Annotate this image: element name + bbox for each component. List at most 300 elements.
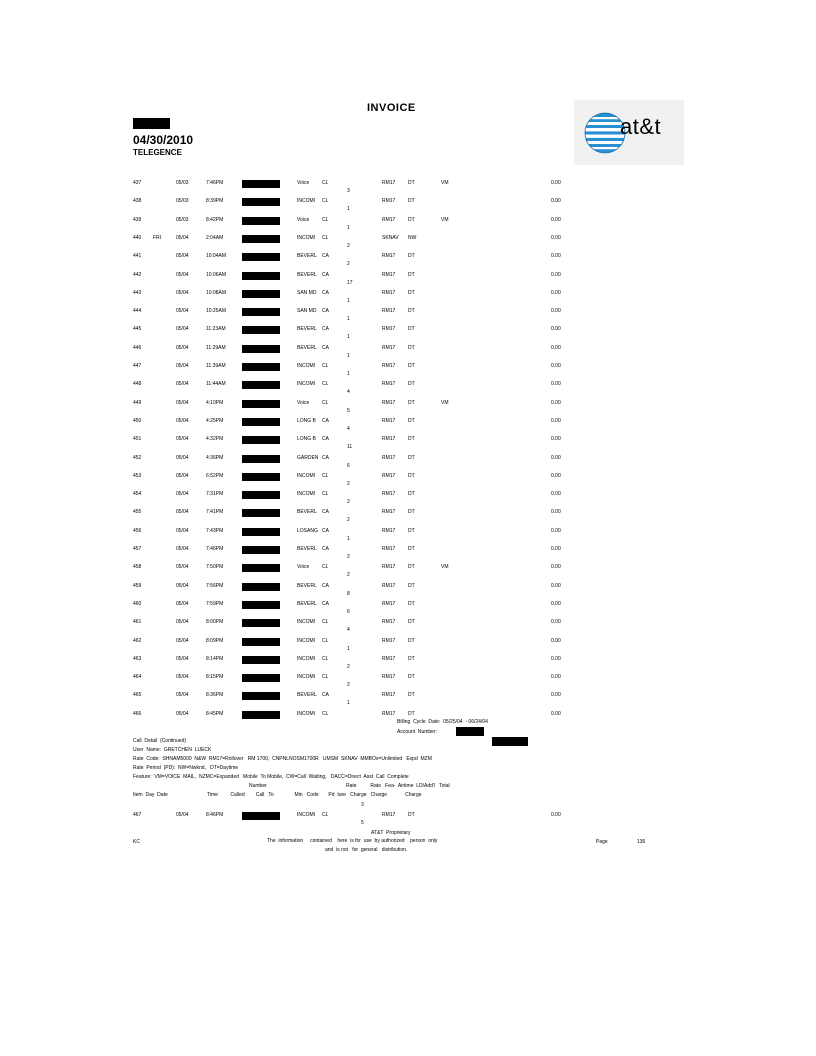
rate-code-line: Rate Code: SHNAM5000 N&W RM17=Rollover RM 1700, CNPNLNOSM1700R UMSM SKNAV MMBOx=Unlimited Expd MZM (133, 756, 432, 762)
cell-called: INCOMI (297, 619, 316, 626)
minutes-value: 8 (347, 590, 350, 597)
cell-charge: 0.00 (551, 271, 561, 278)
cell-code: RM17 (382, 655, 396, 662)
cell-charge: 0.00 (551, 216, 561, 223)
cell-time: 11:23AM (206, 326, 226, 333)
cell-time: 8:15PM (206, 674, 224, 681)
cell-period: DT (408, 417, 415, 424)
table-row (0, 656, 816, 666)
cell-period: DT (408, 564, 415, 571)
cell-time: 8:46PM (206, 812, 224, 818)
cell-date: 05/04 (176, 326, 189, 333)
redacted-number (242, 692, 280, 700)
table-row (0, 235, 816, 245)
cell-charge: 0.00 (551, 253, 561, 260)
cell-called: INCOMI (297, 363, 316, 369)
redacted-block (492, 737, 528, 746)
cell-code: RM17 (382, 582, 396, 589)
cell-code: RM17 (382, 198, 396, 205)
cell-called: INCOMI (297, 710, 316, 717)
cell-item: 446 (133, 344, 142, 351)
cell-item: 467 (133, 812, 142, 818)
table-row (0, 619, 816, 629)
cell-period: DT (408, 637, 415, 644)
cell-code: RM17 (382, 253, 396, 260)
cell-item: 453 (133, 472, 142, 479)
minutes-value: 1 (347, 206, 350, 213)
cell-date: 05/04 (176, 344, 189, 351)
redacted-number (242, 326, 280, 334)
table-row (0, 345, 816, 355)
table-row (0, 674, 816, 684)
cell-period: DT (408, 655, 415, 662)
minutes-value: 17 (347, 279, 353, 286)
cell-code: RM17 (382, 564, 396, 571)
cell-code: RM17 (382, 308, 396, 315)
cell-code: RM17 (382, 812, 396, 818)
cell-to: CA (322, 326, 329, 333)
cell-period: DT (408, 289, 415, 296)
cell-charge: 0.00 (551, 454, 561, 461)
column-header-rest: Time Called Call To Min Code Pd ture Charge Charge Charge (207, 792, 422, 798)
cell-date: 05/04 (176, 308, 189, 315)
cell-time: 7:50PM (206, 564, 224, 571)
redacted-number (242, 711, 280, 719)
cell-date: 05/03 (176, 198, 189, 205)
table-row (0, 363, 816, 373)
cell-date: 05/04 (176, 710, 189, 717)
cell-to: CL (322, 637, 329, 644)
cell-charge: 0.00 (551, 180, 561, 186)
table-row (0, 272, 816, 282)
cell-time: 8:42PM (206, 216, 224, 223)
cell-date: 05/04 (176, 546, 189, 552)
minutes-value: 6 (347, 462, 350, 469)
cell-charge: 0.00 (551, 619, 561, 626)
cell-item: 444 (133, 308, 142, 315)
cell-feature: VM (441, 564, 449, 571)
footer-kc: KC (133, 839, 140, 845)
minutes-value: 2 (347, 261, 350, 268)
redacted-number (242, 272, 280, 280)
cell-called: SAN MD (297, 308, 317, 315)
cell-period: DT (408, 710, 415, 717)
cell-date: 05/04 (176, 472, 189, 479)
cell-time: 7:43PM (206, 527, 224, 534)
cell-to: CA (322, 344, 329, 351)
cell-item: 461 (133, 619, 142, 626)
cell-to: CA (322, 417, 329, 424)
cell-called: LONG B (297, 436, 316, 443)
cell-date: 05/04 (176, 564, 189, 571)
cell-charge: 0.00 (551, 546, 561, 552)
cell-date: 05/04 (176, 399, 189, 406)
redacted-number (242, 638, 280, 646)
minutes-value: 1 (347, 371, 350, 377)
cell-to: CL (322, 381, 329, 388)
redacted-number (242, 290, 280, 298)
table-row (0, 180, 816, 190)
cell-code: RM17 (382, 692, 396, 699)
cell-date: 05/04 (176, 491, 189, 498)
cell-called: INCOMI (297, 198, 316, 205)
cell-item: 457 (133, 546, 142, 552)
cell-time: 8:14PM (206, 655, 224, 662)
cell-time: 7:46PM (206, 546, 224, 552)
cell-charge: 0.00 (551, 674, 561, 681)
cell-date: 05/04 (176, 381, 189, 388)
cell-called: INCOMI (297, 234, 316, 241)
cell-called: BEVERL (297, 326, 317, 333)
cell-date: 05/04 (176, 812, 189, 818)
redacted-number (242, 564, 280, 572)
column-header-row1: Number Rate Rate Fea- Airtime LD/Add'l Total (249, 783, 450, 789)
table-row (0, 455, 816, 465)
cell-charge: 0.00 (551, 234, 561, 241)
cell-time: 10:06AM (206, 271, 227, 278)
redacted-number (242, 235, 280, 243)
minutes-value: 1 (347, 352, 350, 359)
minutes-value: 2 (347, 517, 350, 524)
redacted-number (242, 381, 280, 389)
redacted-number (242, 601, 280, 609)
cell-period: DT (408, 180, 415, 186)
cell-period: DT (408, 344, 415, 351)
minutes-value: 2 (347, 242, 350, 249)
cell-item: 448 (133, 381, 142, 388)
cell-period: DT (408, 454, 415, 461)
user-name-line: User Name: GRETCHEN LUECK (133, 747, 212, 753)
cell-to: CL (322, 399, 329, 406)
cell-date: 05/04 (176, 692, 189, 699)
cell-item: 458 (133, 564, 142, 571)
table-row (0, 436, 816, 446)
cell-period: DT (408, 491, 415, 498)
cell-item: 449 (133, 399, 142, 406)
cell-to: CA (322, 692, 329, 699)
cell-called: BEVERL (297, 582, 317, 589)
cell-charge: 0.00 (551, 637, 561, 644)
cell-called: INCOMI (297, 812, 316, 818)
cell-to: CL (322, 363, 329, 369)
cell-to: CL (322, 710, 329, 717)
cell-period: DT (408, 436, 415, 443)
footer-confidential-line1: The information contained here is for use by authorized person only (267, 838, 438, 844)
footer-confidential-line2: and is not for general distribution. (325, 847, 408, 853)
redacted-number (242, 436, 280, 444)
redacted-number (242, 217, 280, 225)
table-row (0, 217, 816, 227)
cell-charge: 0.00 (551, 381, 561, 388)
cell-period: DT (408, 363, 415, 369)
cell-period: DT (408, 509, 415, 516)
cell-code: RM17 (382, 546, 396, 552)
cell-item: 452 (133, 454, 142, 461)
cell-feature: VM (441, 216, 449, 223)
feature-line: Feature: VM=VOICE MAIL, NZMC=Expanded Mobile To Mobile, CW=Call Waiting, DACC=Direct Asst Call Complete (133, 774, 409, 780)
cell-date: 05/04 (176, 509, 189, 516)
cell-item: 465 (133, 692, 142, 699)
minutes-value: 5 (347, 407, 350, 414)
cell-to: CL (322, 564, 329, 571)
cell-time: 4:32PM (206, 436, 224, 443)
minutes-value: 11 (347, 444, 353, 451)
invoice-date: 04/30/2010 (133, 133, 194, 147)
cell-code: RM17 (382, 326, 396, 333)
redacted-number (242, 455, 280, 463)
redacted-number (242, 418, 280, 426)
cell-period: DT (408, 472, 415, 479)
table-row (0, 528, 816, 538)
redacted-number (242, 400, 280, 408)
cell-code: RM17 (382, 381, 396, 388)
minutes-value: 1 (347, 316, 350, 323)
minutes-value: 2 (347, 682, 350, 689)
cell-code: SKNAV (382, 234, 399, 241)
cell-called: INCOMI (297, 491, 316, 498)
redacted-number (242, 656, 280, 664)
redacted-number (242, 674, 280, 682)
redacted-number (242, 546, 280, 554)
cell-period: DT (408, 582, 415, 589)
cell-to: CA (322, 308, 329, 315)
cell-charge: 0.00 (551, 710, 561, 717)
cell-time: 7:41PM (206, 509, 224, 516)
table-row (0, 253, 816, 263)
cell-called: SAN MD (297, 289, 317, 296)
redacted-number (242, 180, 280, 188)
cell-called: Voice (297, 216, 310, 223)
cell-time: 11:29AM (206, 344, 226, 351)
minutes-value: 4 (347, 389, 350, 396)
cell-charge: 0.00 (551, 436, 561, 443)
cell-item: 438 (133, 198, 142, 205)
redacted-number (242, 473, 280, 481)
cell-called: BEVERL (297, 271, 317, 278)
cell-period: DT (408, 308, 415, 315)
cell-to: CA (322, 527, 329, 534)
cell-charge: 0.00 (551, 509, 561, 516)
cell-called: INCOMI (297, 674, 316, 681)
cell-date: 05/04 (176, 454, 189, 461)
cell-item: 447 (133, 363, 142, 369)
table-row (0, 601, 816, 611)
cell-code: RM17 (382, 600, 396, 607)
cell-to: CA (322, 582, 329, 589)
table-row (0, 326, 816, 336)
cell-code: RM17 (382, 710, 396, 717)
cell-item: 443 (133, 289, 142, 296)
cell-time: 10:04AM (206, 253, 227, 260)
cell-time: 10:08AM (206, 289, 227, 296)
cell-called: INCOMI (297, 472, 316, 479)
cell-date: 05/03 (176, 216, 189, 223)
cell-item: 463 (133, 655, 142, 662)
cell-code: RM17 (382, 637, 396, 644)
cell-called: Voice (297, 399, 310, 406)
cell-to: CA (322, 271, 329, 278)
cell-called: Voice (297, 180, 310, 186)
footer-proprietary: AT&T Proprietary (371, 830, 411, 836)
cell-called: LOSANG (297, 527, 318, 534)
cell-code: RM17 (382, 399, 396, 406)
redacted-number (242, 253, 280, 261)
redacted-number (242, 812, 280, 820)
redacted-number (242, 308, 280, 316)
cell-called: INCOMI (297, 637, 316, 644)
cell-called: INCOMI (297, 381, 316, 388)
cell-date: 05/04 (176, 253, 189, 260)
cell-charge: 0.00 (551, 308, 561, 315)
redacted-number (242, 509, 280, 517)
cell-period: DT (408, 546, 415, 552)
cell-to: CL (322, 491, 329, 498)
minutes-value: 1 (347, 645, 350, 652)
column-header-item-day-date: Item Day Date (133, 792, 168, 798)
redacted-number (242, 528, 280, 536)
table-row (0, 564, 816, 574)
table-row (0, 546, 816, 556)
cell-code: RM17 (382, 472, 396, 479)
call-detail-heading: Call Detail (Continued) (133, 738, 187, 744)
cell-called: BEVERL (297, 344, 317, 351)
cell-to: CA (322, 253, 329, 260)
table-row (0, 812, 816, 822)
cell-time: 4:25PM (206, 417, 224, 424)
cell-charge: 0.00 (551, 564, 561, 571)
cell-called: BEVERL (297, 692, 317, 699)
cell-to: CL (322, 216, 329, 223)
minutes-value: 6 (347, 608, 350, 615)
table-row (0, 473, 816, 483)
cell-item: 456 (133, 527, 142, 534)
cell-time: 4:36PM (206, 454, 224, 461)
cell-item: 441 (133, 253, 142, 260)
cell-date: 05/04 (176, 527, 189, 534)
cell-period: DT (408, 216, 415, 223)
redacted-header-block (133, 118, 170, 129)
redacted-number (242, 583, 280, 591)
table-row (0, 692, 816, 702)
table-row (0, 491, 816, 501)
cell-called: LONG B (297, 417, 316, 424)
cell-charge: 0.00 (551, 417, 561, 424)
minutes-value: 3 (361, 802, 364, 808)
redacted-number (242, 619, 280, 627)
table-row (0, 583, 816, 593)
cell-item: 462 (133, 637, 142, 644)
company-name: TELEGENCE (133, 148, 182, 157)
cell-called: INCOMI (297, 655, 316, 662)
redacted-account-number (456, 727, 484, 736)
footer-page-label: Page (596, 839, 608, 845)
cell-item: 440 (133, 234, 142, 241)
cell-date: 05/04 (176, 637, 189, 644)
cell-period: DT (408, 381, 415, 388)
cell-code: RM17 (382, 619, 396, 626)
minutes-value: 1 (347, 535, 350, 542)
cell-charge: 0.00 (551, 491, 561, 498)
cell-date: 05/04 (176, 417, 189, 424)
cell-time: 7:46PM (206, 180, 224, 186)
cell-code: RM17 (382, 674, 396, 681)
cell-code: RM17 (382, 180, 396, 186)
cell-code: RM17 (382, 289, 396, 296)
table-row (0, 418, 816, 428)
cell-code: RM17 (382, 436, 396, 443)
cell-item: 464 (133, 674, 142, 681)
cell-time: 6:52PM (206, 472, 224, 479)
table-row (0, 381, 816, 391)
cell-item: 445 (133, 326, 142, 333)
minutes-value: 1 (347, 334, 350, 341)
cell-period: NW (408, 234, 417, 241)
table-row (0, 308, 816, 318)
cell-time: 2:04AM (206, 234, 224, 241)
table-row (0, 290, 816, 300)
cell-item: 459 (133, 582, 142, 589)
cell-date: 05/04 (176, 436, 189, 443)
cell-to: CL (322, 198, 329, 205)
rate-period-line: Rate Period (PD): NW=Nwknd, DT=Daytime (133, 765, 239, 771)
cell-time: 4:10PM (206, 399, 224, 406)
cell-to: CL (322, 812, 329, 818)
att-logo-text: at&t (620, 114, 662, 139)
cell-item: 450 (133, 417, 142, 424)
cell-called: BEVERL (297, 600, 317, 607)
cell-time: 7:56PM (206, 582, 224, 589)
cell-to: CA (322, 289, 329, 296)
cell-period: DT (408, 253, 415, 260)
cell-time: 11:39AM (206, 363, 226, 369)
cell-period: DT (408, 198, 415, 205)
table-row (0, 509, 816, 519)
cell-to: CL (322, 234, 329, 241)
cell-time: 7:31PM (206, 491, 224, 498)
redacted-number (242, 491, 280, 499)
cell-period: DT (408, 812, 415, 818)
invoice-title: INVOICE (367, 102, 416, 114)
cell-to: CL (322, 674, 329, 681)
cell-charge: 0.00 (551, 472, 561, 479)
cell-charge: 0.00 (551, 600, 561, 607)
cell-to: CL (322, 472, 329, 479)
cell-called: BEVERL (297, 546, 317, 552)
minutes-value: 5 (361, 820, 364, 826)
cell-code: RM17 (382, 344, 396, 351)
minutes-value: 1 (347, 224, 350, 231)
cell-time: 8:09PM (206, 637, 224, 644)
cell-item: 437 (133, 180, 142, 186)
cell-code: RM17 (382, 417, 396, 424)
cell-date: 05/04 (176, 289, 189, 296)
cell-item: 442 (133, 271, 142, 278)
cell-date: 05/04 (176, 234, 189, 241)
cell-item: 454 (133, 491, 142, 498)
redacted-number (242, 198, 280, 206)
minutes-value: 2 (347, 554, 350, 560)
redacted-number (242, 363, 280, 371)
minutes-value: 2 (347, 499, 350, 506)
cell-item: 451 (133, 436, 142, 443)
cell-to: CA (322, 454, 329, 461)
cell-to: CL (322, 619, 329, 626)
minutes-value: 1 (347, 297, 350, 304)
cell-charge: 0.00 (551, 399, 561, 406)
cell-period: DT (408, 271, 415, 278)
cell-charge: 0.00 (551, 527, 561, 534)
minutes-value: 1 (347, 700, 350, 707)
